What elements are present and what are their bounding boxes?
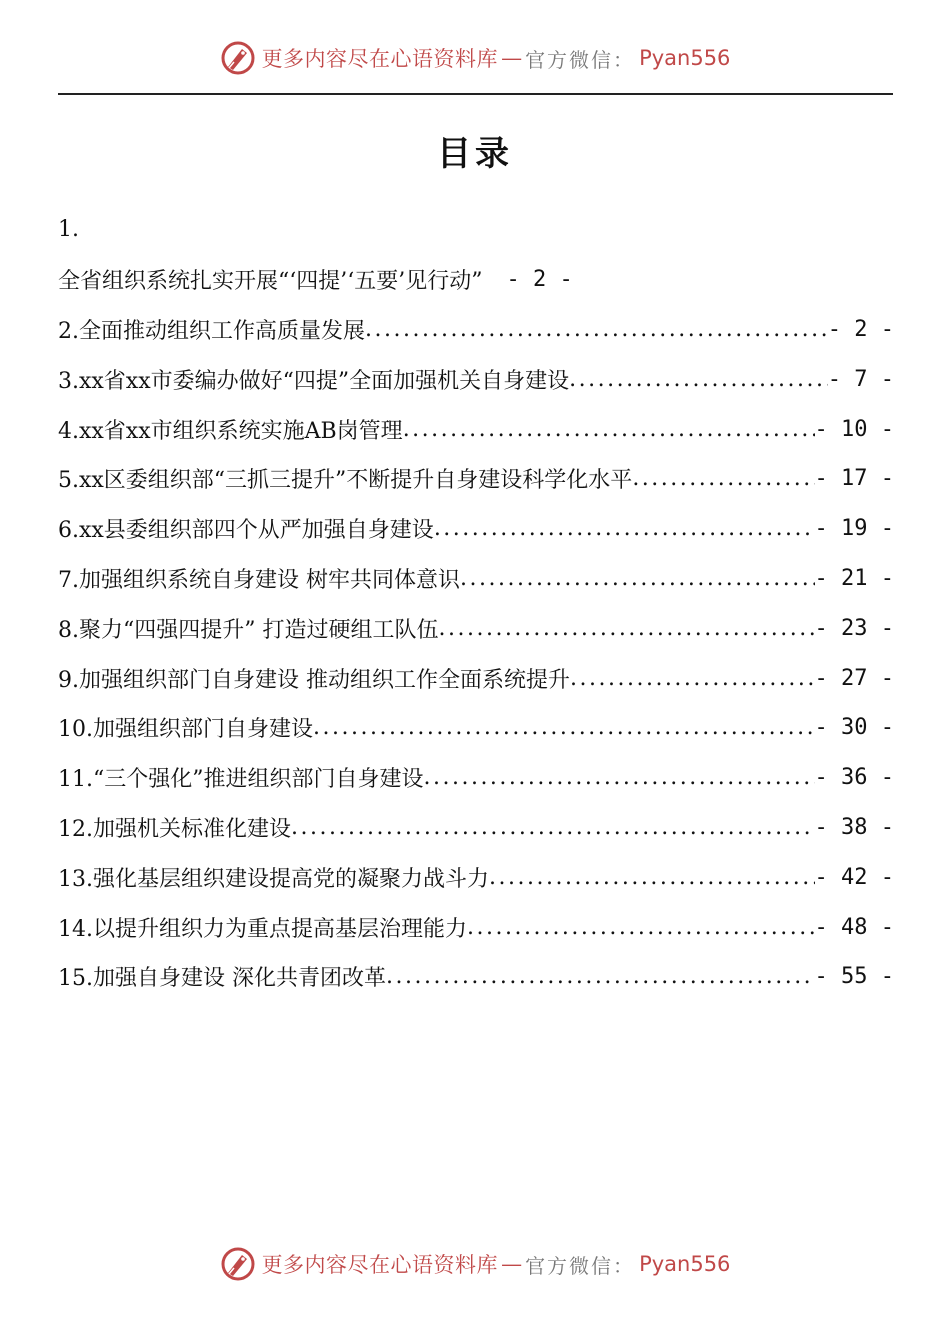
toc-entry-page: - 48 - xyxy=(814,914,894,940)
banner-wechat-id: Pyan556 xyxy=(639,1252,731,1276)
toc-entry-page: - 36 - xyxy=(814,765,894,791)
toc-entry-title: 3.xx省xx市委编办做好“四提”全面加强机关自身建设 xyxy=(58,368,570,394)
toc-leader-dots xyxy=(460,566,815,591)
toc-entry-page: - 55 - xyxy=(814,964,894,990)
toc-entry[interactable] xyxy=(58,753,894,803)
toc-entry-title: 全省组织系统扎实开展“‘四提’‘五要’见行动” xyxy=(58,269,483,295)
toc-entry[interactable] xyxy=(58,255,894,305)
pen-nib-logo-icon xyxy=(220,1246,256,1282)
banner-wechat-id: Pyan556 xyxy=(639,46,731,70)
toc-entry-page: - 23 - xyxy=(814,615,894,641)
toc-leader-dots xyxy=(386,964,815,989)
toc-leader-dots xyxy=(423,765,814,790)
footer-banner xyxy=(0,1244,950,1284)
toc-leader-dots xyxy=(467,915,815,940)
toc-entry-page: - 2 - xyxy=(506,267,573,293)
toc-entry[interactable] xyxy=(58,454,894,504)
toc-entry-title: 12.加强机关标准化建设 xyxy=(58,816,291,842)
toc-entry-page: - 19 - xyxy=(814,516,894,542)
toc-entry[interactable] xyxy=(58,653,894,703)
toc-entry[interactable] xyxy=(58,703,894,753)
banner-wechat-label: 官方微信： xyxy=(525,1253,636,1278)
toc-entry-title: 9.加强组织部门自身建设 推动组织工作全面系统提升 xyxy=(58,667,570,693)
toc-entry-page: - 27 - xyxy=(814,665,894,691)
toc-entry-page: - 2 - xyxy=(827,316,894,342)
toc-entry-page: - 17 - xyxy=(814,466,894,492)
toc-entry[interactable] xyxy=(58,504,894,554)
banner-separator: — xyxy=(501,46,523,70)
banner-separator: — xyxy=(501,1252,523,1276)
toc-entry-page: - 42 - xyxy=(814,864,894,890)
toc-entry[interactable] xyxy=(58,852,894,902)
banner-slogan: 更多内容尽在心语资料库 xyxy=(261,1253,499,1277)
toc-entry[interactable] xyxy=(58,404,894,454)
toc-leader-dots xyxy=(489,865,815,890)
toc-entry-title: 10.加强组织部门自身建设 xyxy=(58,717,313,743)
toc-entry-page: - 38 - xyxy=(814,814,894,840)
toc-leader-dots xyxy=(632,466,814,491)
toc-entry-page: - 10 - xyxy=(814,416,894,442)
toc-entry[interactable] xyxy=(58,952,894,1002)
pen-nib-logo-icon xyxy=(220,40,256,76)
toc-entry-title: 7.加强组织系统自身建设 树牢共同体意识 xyxy=(58,567,460,593)
toc-leader-dots xyxy=(313,715,815,740)
toc-leader-dots xyxy=(291,815,815,840)
toc-entry[interactable] xyxy=(58,902,894,952)
toc-entry-page: - 21 - xyxy=(814,565,894,591)
toc-entry-title: 2.全面推动组织工作高质量发展 xyxy=(58,318,365,344)
banner-wechat-label: 官方微信： xyxy=(525,47,636,72)
toc-leader-dots xyxy=(365,317,828,342)
toc-entry-title: 4.xx省xx市组织系统实施AB岗管理 xyxy=(58,418,403,444)
table-of-contents xyxy=(58,205,894,1002)
toc-entry-title: 14.以提升组织力为重点提高基层治理能力 xyxy=(58,916,467,942)
toc-entry[interactable] xyxy=(58,803,894,853)
toc-entry-title: 6.xx县委组织部四个从严加强自身建设 xyxy=(58,518,434,544)
toc-entry-page: - 7 - xyxy=(827,366,894,392)
toc-entry[interactable] xyxy=(58,305,894,355)
toc-entry-title: 1. xyxy=(58,217,79,243)
page-title: 目录 xyxy=(437,134,513,174)
toc-entry[interactable] xyxy=(58,205,894,255)
toc-entry-page: - 30 - xyxy=(814,715,894,741)
toc-leader-dots xyxy=(434,516,815,541)
header-divider xyxy=(58,93,893,95)
toc-leader-dots xyxy=(570,666,815,691)
toc-entry[interactable] xyxy=(58,554,894,604)
toc-entry-title: 15.加强自身建设 深化共青团改革 xyxy=(58,966,386,992)
toc-entry-title: 5.xx区委组织部“三抓三提升”不断提升自身建设科学化水平 xyxy=(58,468,633,494)
toc-entry-title: 8.聚力“四强四提升” 打造过硬组工队伍 xyxy=(58,617,439,643)
header-banner xyxy=(0,38,950,78)
toc-leader-dots xyxy=(403,417,815,442)
toc-entry[interactable] xyxy=(58,603,894,653)
toc-entry-title: 13.强化基层组织建设提高党的凝聚力战斗力 xyxy=(58,866,489,892)
toc-entry[interactable] xyxy=(58,354,894,404)
banner-slogan: 更多内容尽在心语资料库 xyxy=(261,47,499,71)
toc-leader-dots xyxy=(569,367,828,392)
toc-entry-title: 11.“三个强化”推进组织部门自身建设 xyxy=(58,767,424,793)
toc-leader-dots xyxy=(438,616,814,641)
